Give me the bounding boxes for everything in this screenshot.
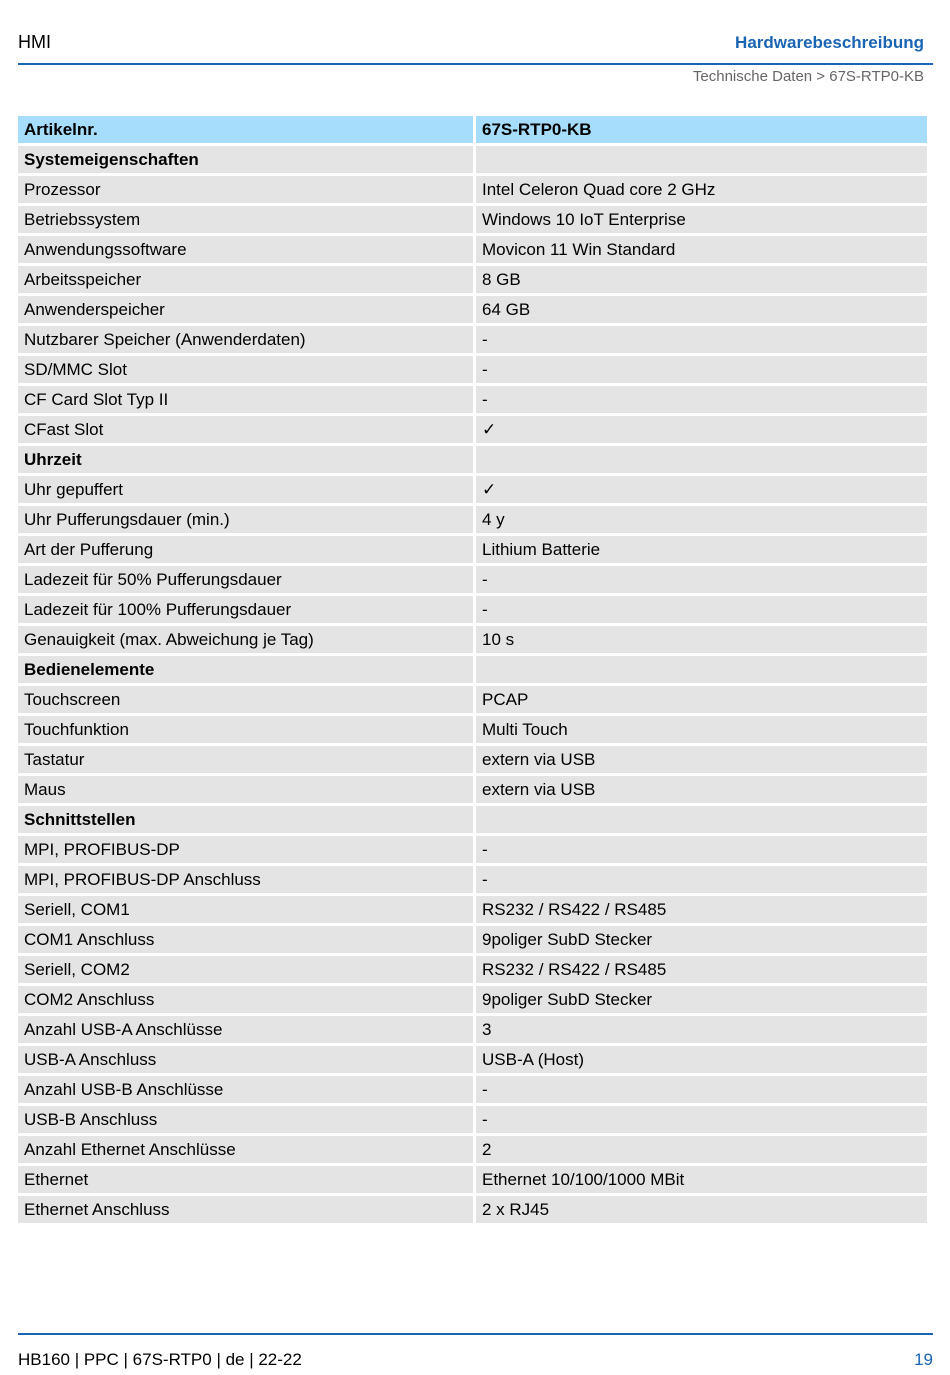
table-section-row	[18, 446, 927, 473]
spec-label: MPI, PROFIBUS-DP	[18, 836, 473, 863]
spec-label: COM1 Anschluss	[18, 926, 473, 953]
spec-label: Tastatur	[18, 746, 473, 773]
spec-label: Touchfunktion	[18, 716, 473, 743]
spec-label: Uhrzeit	[18, 446, 473, 473]
spec-value: ✓	[476, 416, 927, 443]
table-row	[18, 836, 927, 863]
spec-label: SD/MMC Slot	[18, 356, 473, 383]
spec-value: 9poliger SubD Stecker	[476, 926, 927, 953]
spec-value: USB-A (Host)	[476, 1046, 927, 1073]
table-row	[18, 386, 927, 413]
spec-label: Touchscreen	[18, 686, 473, 713]
spec-label: Arbeitsspeicher	[18, 266, 473, 293]
spec-value: 2	[476, 1136, 927, 1163]
table-row	[18, 686, 927, 713]
spec-value: extern via USB	[476, 776, 927, 803]
table-row	[18, 356, 927, 383]
spec-label: Betriebssystem	[18, 206, 473, 233]
table-section-row	[18, 806, 927, 833]
table-section-row	[18, 656, 927, 683]
spec-label: CF Card Slot Typ II	[18, 386, 473, 413]
table-row	[18, 296, 927, 323]
spec-value: RS232 / RS422 / RS485	[476, 896, 927, 923]
spec-value: ✓	[476, 476, 927, 503]
table-row	[18, 416, 927, 443]
spec-value: 9poliger SubD Stecker	[476, 986, 927, 1013]
spec-label: Anzahl USB-A Anschlüsse	[18, 1016, 473, 1043]
spec-value: -	[476, 566, 927, 593]
spec-label: Schnittstellen	[18, 806, 473, 833]
breadcrumb: Technische Daten > 67S-RTP0-KB	[692, 68, 924, 85]
spec-label: Systemeigenschaften	[18, 146, 473, 173]
spec-value: 3	[476, 1016, 927, 1043]
spec-value: Lithium Batterie	[476, 536, 927, 563]
table-row	[18, 626, 927, 653]
table-header-row	[18, 116, 927, 143]
spec-value: -	[476, 1106, 927, 1133]
spec-label: Ladezeit für 50% Pufferungsdauer	[18, 566, 473, 593]
spec-value: -	[476, 596, 927, 623]
spec-value	[476, 146, 927, 173]
table-row	[18, 866, 927, 893]
spec-value: Windows 10 IoT Enterprise	[476, 206, 927, 233]
header-divider	[18, 63, 933, 65]
spec-label: USB-B Anschluss	[18, 1106, 473, 1133]
spec-value	[476, 806, 927, 833]
spec-value: -	[476, 836, 927, 863]
spec-value: 2 x RJ45	[476, 1196, 927, 1223]
spec-value: -	[476, 386, 927, 413]
spec-value: extern via USB	[476, 746, 927, 773]
spec-value: PCAP	[476, 686, 927, 713]
table-row	[18, 1046, 927, 1073]
spec-label: Seriell, COM1	[18, 896, 473, 923]
table-row	[18, 506, 927, 533]
table-row	[18, 236, 927, 263]
table-row	[18, 716, 927, 743]
spec-label: USB-A Anschluss	[18, 1046, 473, 1073]
table-row	[18, 1016, 927, 1043]
spec-label: Anzahl USB-B Anschlüsse	[18, 1076, 473, 1103]
spec-label: Nutzbarer Speicher (Anwenderdaten)	[18, 326, 473, 353]
table-row	[18, 266, 927, 293]
spec-label: Uhr gepuffert	[18, 476, 473, 503]
spec-value	[476, 446, 927, 473]
spec-value: -	[476, 326, 927, 353]
page-number: 19	[914, 1350, 933, 1369]
spec-table	[15, 113, 930, 1226]
spec-value: 4 y	[476, 506, 927, 533]
spec-label: Ethernet	[18, 1166, 473, 1193]
table-row	[18, 956, 927, 983]
spec-label: Anwendungssoftware	[18, 236, 473, 263]
spec-label: CFast Slot	[18, 416, 473, 443]
table-row	[18, 1196, 927, 1223]
footer-doc-info: HB160 | PPC | 67S-RTP0 | de | 22-22	[18, 1350, 302, 1369]
spec-label: Maus	[18, 776, 473, 803]
spec-value: 67S-RTP0-KB	[476, 116, 927, 143]
spec-value: -	[476, 866, 927, 893]
spec-label: COM2 Anschluss	[18, 986, 473, 1013]
table-row	[18, 326, 927, 353]
table-row	[18, 596, 927, 623]
header-title: HMI	[18, 32, 51, 52]
table-row	[18, 1166, 927, 1193]
spec-label: Art der Pufferung	[18, 536, 473, 563]
table-row	[18, 746, 927, 773]
table-row	[18, 476, 927, 503]
spec-label: Uhr Pufferungsdauer (min.)	[18, 506, 473, 533]
spec-value	[476, 656, 927, 683]
table-row	[18, 176, 927, 203]
table-row	[18, 776, 927, 803]
table-row	[18, 986, 927, 1013]
spec-value: 8 GB	[476, 266, 927, 293]
spec-label: Artikelnr.	[18, 116, 473, 143]
table-row	[18, 896, 927, 923]
spec-value: RS232 / RS422 / RS485	[476, 956, 927, 983]
spec-label: Genauigkeit (max. Abweichung je Tag)	[18, 626, 473, 653]
table-row	[18, 536, 927, 563]
spec-label: Seriell, COM2	[18, 956, 473, 983]
header-section-title: Hardwarebeschreibung	[735, 33, 924, 52]
table-row	[18, 1136, 927, 1163]
spec-label: Bedienelemente	[18, 656, 473, 683]
table-row	[18, 1076, 927, 1103]
spec-value: 10 s	[476, 626, 927, 653]
spec-label: MPI, PROFIBUS-DP Anschluss	[18, 866, 473, 893]
spec-label: Anzahl Ethernet Anschlüsse	[18, 1136, 473, 1163]
spec-label: Prozessor	[18, 176, 473, 203]
table-row	[18, 926, 927, 953]
table-row	[18, 206, 927, 233]
table-section-row	[18, 146, 927, 173]
footer-divider	[18, 1333, 933, 1335]
spec-value: Intel Celeron Quad core 2 GHz	[476, 176, 927, 203]
spec-value: 64 GB	[476, 296, 927, 323]
spec-value: -	[476, 356, 927, 383]
spec-value: -	[476, 1076, 927, 1103]
spec-table-body	[18, 116, 927, 1223]
spec-value: Ethernet 10/100/1000 MBit	[476, 1166, 927, 1193]
spec-value: Movicon 11 Win Standard	[476, 236, 927, 263]
table-row	[18, 566, 927, 593]
spec-value: Multi Touch	[476, 716, 927, 743]
spec-label: Anwenderspeicher	[18, 296, 473, 323]
spec-label: Ladezeit für 100% Pufferungsdauer	[18, 596, 473, 623]
spec-label: Ethernet Anschluss	[18, 1196, 473, 1223]
table-row	[18, 1106, 927, 1133]
